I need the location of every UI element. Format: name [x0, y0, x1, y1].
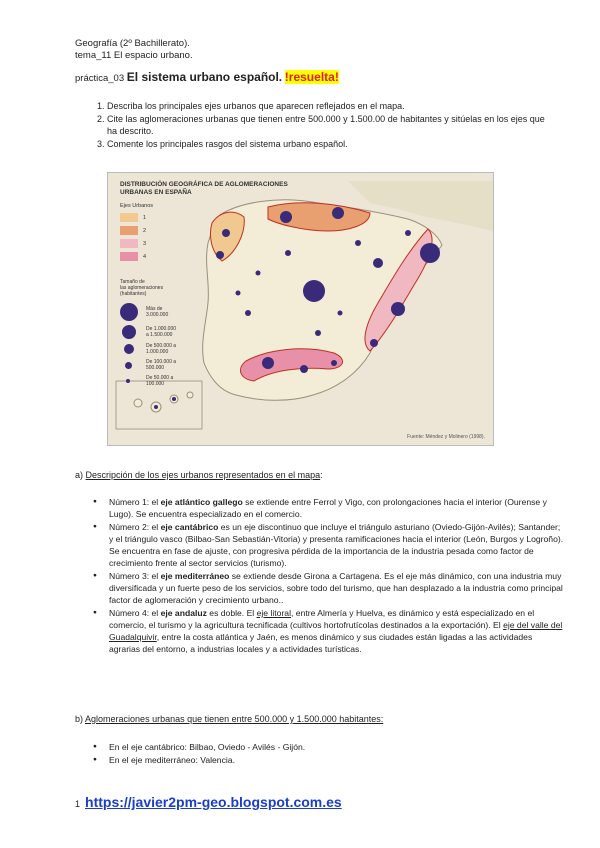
section-b-heading: b) Aglomeraciones urbanas que tienen entre 500.000 y 1.500.000 habitantes:	[75, 714, 384, 724]
legend-ejes: Ejes Urbanos 1 2 3 4	[120, 203, 154, 260]
practice-heading: El sistema urbano español.	[126, 70, 283, 84]
header-course: Geografía (2º Bachillerato).	[75, 38, 190, 49]
legend-swatch	[120, 252, 138, 261]
legend-swatch	[120, 226, 138, 235]
map-source: Fuente: Méndez y Molinero (1998).	[407, 434, 485, 440]
list-item: ● Número 2: el eje cantábrico es un eje discontinuo que incluye el triángulo asturiano (Oviedo-Gijón-Avilés); Santander; y el triángulo vasco (Bilbao-San Sebastián-Vitoria) y presenta ramificaciones hacia el interior (León, Burgos y Logroño). Se encuentra en fase de ajuste, con progresiva pérdida de la importancia de la industria pesada como factor de crecimiento frente al sector servicios (turismo).	[109, 521, 564, 569]
header-topic: tema_11 El espacio urbano.	[75, 50, 193, 61]
spain-urban-map	[107, 172, 494, 446]
legend-sizes: Tamaño de las aglomeraciones (habitantes) Más de 3.000.000 De 1.000.000 a 1.500.000 De 500.000 a 1.000.000 De 100.000 a 500.000 De 50.000 a 100.000	[120, 279, 177, 387]
section-a-list	[75, 496, 564, 656]
section-a-heading: a) Descripción de los ejes urbanos representados en el mapa:	[75, 470, 323, 480]
legend-swatch	[120, 239, 138, 248]
page-number: 1	[75, 799, 81, 809]
question-item: 2. Cite las aglomeraciones urbanas que tienen entre 500.000 y 1.500.00 de habitantes y sitúelas en los ejes que ha descrito.	[107, 113, 547, 138]
question-item: 3. Comente los principales rasgos del sistema urbano español.	[107, 138, 547, 151]
legend-swatch	[120, 213, 138, 222]
map-title: DISTRIBUCIÓN GEOGRÁFICA DE AGLOMERACIONES URBANAS EN ESPAÑA	[120, 181, 288, 196]
list-item: ● Número 3: el eje mediterráneo se extiende desde Girona a Cartagena. Es el eje más dinámico, con una industria muy diversificada y un fuerte peso de los servicios, sobre todo del turismo, que han desplazado a la industria como principal factor de aglomeración y crecimiento urbano..	[109, 570, 564, 606]
practice-number: práctica_03	[75, 73, 125, 84]
size-dot-icon	[125, 362, 132, 369]
practice-title	[75, 70, 339, 84]
list-item: ● Número 4: el eje andaluz es doble. El eje litoral, entre Almería y Huelva, es dinámico y está especializado en el comercio, el turismo y la agricultura tecnificada (cultivos hortofrutícolas destinados a la exportación). El eje del valle del Guadalquivir, entre la costa atlántica y Jaén, es menos dinámico y sus ciudades están ligadas a las actividades agrarias del entorno, a industrias locales y a actividades turísticas.	[109, 607, 564, 655]
blog-link[interactable]: https://javier2pm-geo.blogspot.com.es	[85, 794, 342, 810]
size-dot-icon	[124, 344, 134, 354]
question-list	[75, 100, 547, 150]
size-dot-icon	[126, 379, 130, 383]
question-item: 1. Describa los principales ejes urbanos que aparecen reflejados en el mapa.	[107, 100, 547, 113]
section-b-list	[75, 741, 564, 767]
list-item: ● Número 1: el eje atlántico gallego se extiende entre Ferrol y Vigo, con prolongaciones hacia el interior (Ourense y Lugo). Se encuentra especializado en el comercio.	[109, 496, 564, 520]
size-dot-icon	[120, 303, 138, 321]
footer	[75, 794, 342, 810]
list-item: ● En el eje mediterráneo: Valencia.	[109, 754, 564, 766]
resolved-tag: !resuelta!	[284, 70, 339, 84]
size-dot-icon	[122, 325, 136, 339]
list-item: ● En el eje cantábrico: Bilbao, Oviedo - Avilés - Gijón.	[109, 741, 564, 753]
